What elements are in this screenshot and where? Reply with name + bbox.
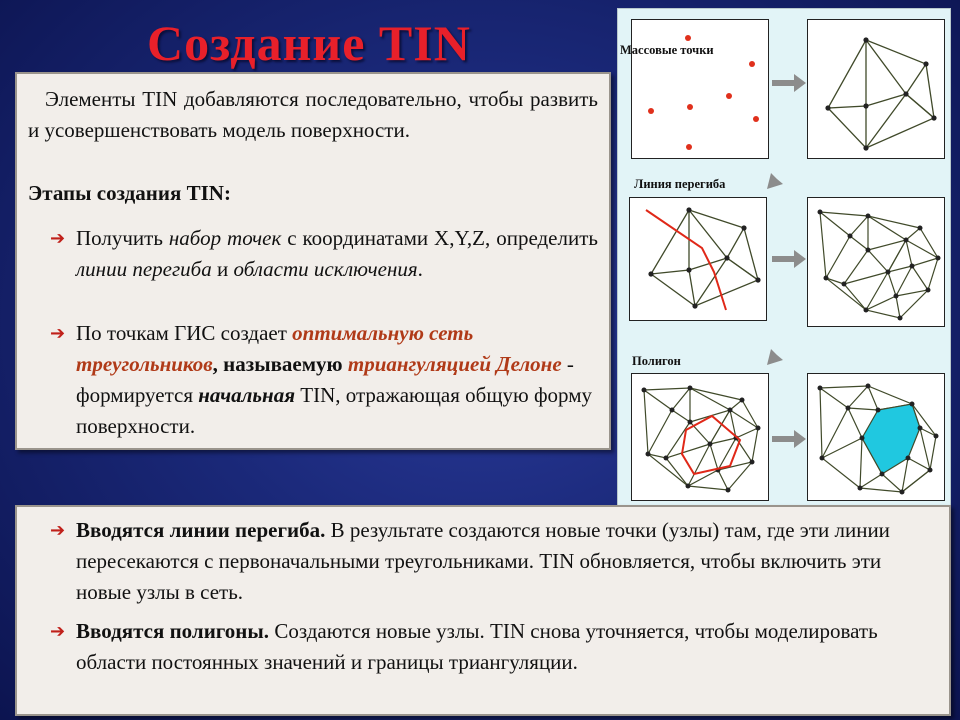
slide-title: Создание TIN [147,15,471,71]
tin-polygon-panel [807,373,945,501]
bullet-arrow-icon: ➔ [50,228,66,249]
mass-points-svg [632,20,768,158]
arrow-down-left-icon [763,149,807,193]
tin-polygon-svg [808,374,944,500]
tin-diagram [617,8,951,506]
label-mass-points: Массовые точки [620,43,714,57]
polygon-panel [631,373,769,501]
bullet-item-3: ➔ Вводятся линии перегиба. В результате создаются новые точки (узлы) там, где эти линии пересекаются с первоначальными треугольниками. TIN обновляется, чтобы включить эти новые узлы в сеть. [50,515,930,608]
constant-area-polygon [862,404,920,474]
breakline-svg [630,198,766,320]
arrow-right-icon [770,71,810,95]
label-polygon: Полигон [632,354,681,368]
stages-heading: Этапы создания TIN: [28,181,231,205]
bullet-item-4: ➔ Вводятся полигоны. Создаются новые узлы. TIN снова уточняется, чтобы моделировать области постоянных значений и границы триангуляции. [50,616,930,678]
bullet-item-2: ➔ По точкам ГИС создает оптимальную сеть треугольников, называемую триангуляцией Делоне - формируется начальная TIN, отражающая общую форму поверхности. [50,318,598,442]
tin-initial-svg [808,20,944,158]
breakline-panel [629,197,767,321]
bullet-item-1: ➔ Получить набор точек с координатами X,Y,Z, определить линии перегиба и области исключения. [50,223,598,285]
bullet-arrow-icon: ➔ [50,621,66,642]
text-box-main [15,72,611,450]
label-breakline: Линия перегиба [634,177,726,191]
arrow-right-icon [770,427,810,451]
tin-breakline-panel [807,197,945,327]
bullet-arrow-icon: ➔ [50,323,66,344]
arrow-down-left-icon [763,325,807,369]
intro-paragraph: Элементы TIN добавляются последовательно, чтобы развить и усовершенствовать модель поверхности. [28,87,598,142]
tin-breakline-svg [808,198,944,326]
polygon-svg [632,374,768,500]
text-box-bottom [15,505,951,716]
tin-initial-panel [807,19,945,159]
arrow-right-icon [770,247,810,271]
mass-points-panel [631,19,769,159]
bullet-arrow-icon: ➔ [50,520,66,541]
